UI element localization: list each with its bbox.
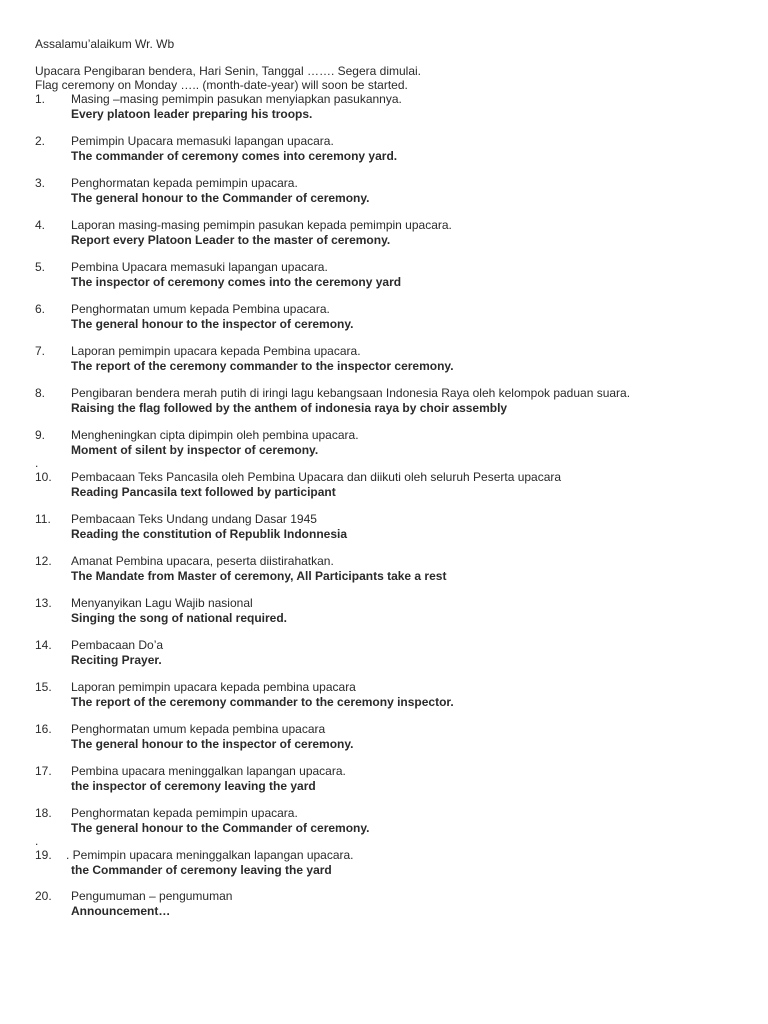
stray-dot: . [35, 456, 39, 470]
item-number: 5. [35, 260, 46, 274]
list-item [0, 260, 768, 290]
item-english: The report of the ceremony commander to the ceremony inspector. [71, 695, 454, 709]
list-item [0, 554, 768, 584]
list-item [0, 638, 768, 668]
list-item [0, 218, 768, 248]
item-indonesian: Penghormatan umum kepada Pembina upacara. [71, 302, 330, 316]
item-number: 12. [35, 554, 52, 568]
list-item [0, 722, 768, 752]
item-number: 10. [35, 470, 52, 484]
item-english: Every platoon leader preparing his troops. [71, 107, 313, 121]
item-number: 19. [35, 848, 52, 862]
item-number: 7. [35, 344, 46, 358]
list-item [0, 512, 768, 542]
item-indonesian: Pengumuman – pengumuman [71, 889, 233, 903]
item-english: Announcement… [71, 904, 171, 918]
list-item [0, 848, 768, 878]
item-english: the inspector of ceremony leaving the yard [71, 779, 316, 793]
item-english: Report every Platoon Leader to the master of ceremony. [71, 233, 391, 247]
item-number: 9. [35, 428, 46, 442]
list-item [0, 596, 768, 626]
item-number: 4. [35, 218, 46, 232]
item-english: The general honour to the inspector of ceremony. [71, 317, 354, 331]
item-number: 1. [35, 92, 46, 106]
intro-indonesian: Upacara Pengibaran bendera, Hari Senin, Tanggal ……. Segera dimulai. [35, 64, 422, 78]
list-item [0, 302, 768, 332]
item-english: The Mandate from Master of ceremony, All Participants take a rest [71, 569, 447, 583]
item-indonesian: Masing –masing pemimpin pasukan menyiapkan pasukannya. [71, 92, 402, 106]
item-english: The report of the ceremony commander to the inspector ceremony. [71, 359, 454, 373]
item-indonesian: Pembacaan Do’a [71, 638, 164, 652]
item-number: 18. [35, 806, 52, 820]
item-indonesian: Penghormatan kepada pemimpin upacara. [71, 806, 298, 820]
list-item [0, 764, 768, 794]
intro-english: Flag ceremony on Monday ….. (month-date-year) will soon be started. [35, 78, 408, 92]
item-number: 14. [35, 638, 52, 652]
stray-dot: . [35, 834, 39, 848]
item-english: the Commander of ceremony leaving the yard [71, 863, 332, 877]
list-item [0, 92, 768, 122]
item-indonesian: Laporan pemimpin upacara kepada Pembina upacara. [71, 344, 361, 358]
greeting: Assalamu’alaikum Wr. Wb [35, 37, 175, 51]
list-item [0, 134, 768, 164]
item-number: 6. [35, 302, 46, 316]
list-item [0, 470, 768, 500]
item-number: 8. [35, 386, 46, 400]
item-indonesian: Menyanyikan Lagu Wajib nasional [71, 596, 253, 610]
item-indonesian: . Pemimpin upacara meninggalkan lapangan upacara. [66, 848, 354, 862]
item-english: The inspector of ceremony comes into the ceremony yard [71, 275, 402, 289]
item-number: 11. [35, 512, 51, 526]
item-english: Singing the song of national required. [71, 611, 287, 625]
list-item [0, 680, 768, 710]
item-number: 2. [35, 134, 46, 148]
item-number: 20. [35, 889, 52, 903]
item-english: The commander of ceremony comes into ceremony yard. [71, 149, 398, 163]
item-number: 3. [35, 176, 46, 190]
item-number: 15. [35, 680, 52, 694]
item-number: 16. [35, 722, 52, 736]
list-item [0, 428, 768, 458]
item-english: The general honour to the Commander of ceremony. [71, 821, 370, 835]
list-item [0, 806, 768, 836]
item-indonesian: Pembacaan Teks Undang undang Dasar 1945 [71, 512, 317, 526]
item-english: Reading Pancasila text followed by participant [71, 485, 336, 499]
item-indonesian: Pembacaan Teks Pancasila oleh Pembina Upacara dan diikuti oleh seluruh Peserta upacara [71, 470, 562, 484]
item-indonesian: Pemimpin Upacara memasuki lapangan upacara. [71, 134, 334, 148]
item-indonesian: Laporan masing-masing pemimpin pasukan kepada pemimpin upacara. [71, 218, 452, 232]
item-number: 17. [35, 764, 52, 778]
item-indonesian: Pembina upacara meninggalkan lapangan upacara. [71, 764, 346, 778]
item-english: Moment of silent by inspector of ceremony. [71, 443, 319, 457]
item-indonesian: Laporan pemimpin upacara kepada pembina upacara [71, 680, 356, 694]
item-english: Reading the constitution of Republik Indonnesia [71, 527, 347, 541]
list-item [0, 386, 768, 416]
item-english: The general honour to the inspector of ceremony. [71, 737, 354, 751]
item-english: Reciting Prayer. [71, 653, 162, 667]
item-indonesian: Pembina Upacara memasuki lapangan upacara. [71, 260, 328, 274]
item-english: The general honour to the Commander of ceremony. [71, 191, 370, 205]
list-item [0, 344, 768, 374]
item-indonesian: Mengheningkan cipta dipimpin oleh pembina upacara. [71, 428, 359, 442]
list-item [0, 176, 768, 206]
item-english: Raising the flag followed by the anthem of indonesia raya by choir assembly [71, 401, 508, 415]
item-indonesian: Penghormatan umum kepada pembina upacara [71, 722, 326, 736]
item-indonesian: Amanat Pembina upacara, peserta diistirahatkan. [71, 554, 334, 568]
list-item [0, 889, 768, 919]
item-number: 13. [35, 596, 52, 610]
item-indonesian: Penghormatan kepada pemimpin upacara. [71, 176, 298, 190]
item-indonesian: Pengibaran bendera merah putih di iringi lagu kebangsaan Indonesia Raya oleh kelompok paduan suara. [71, 386, 631, 400]
